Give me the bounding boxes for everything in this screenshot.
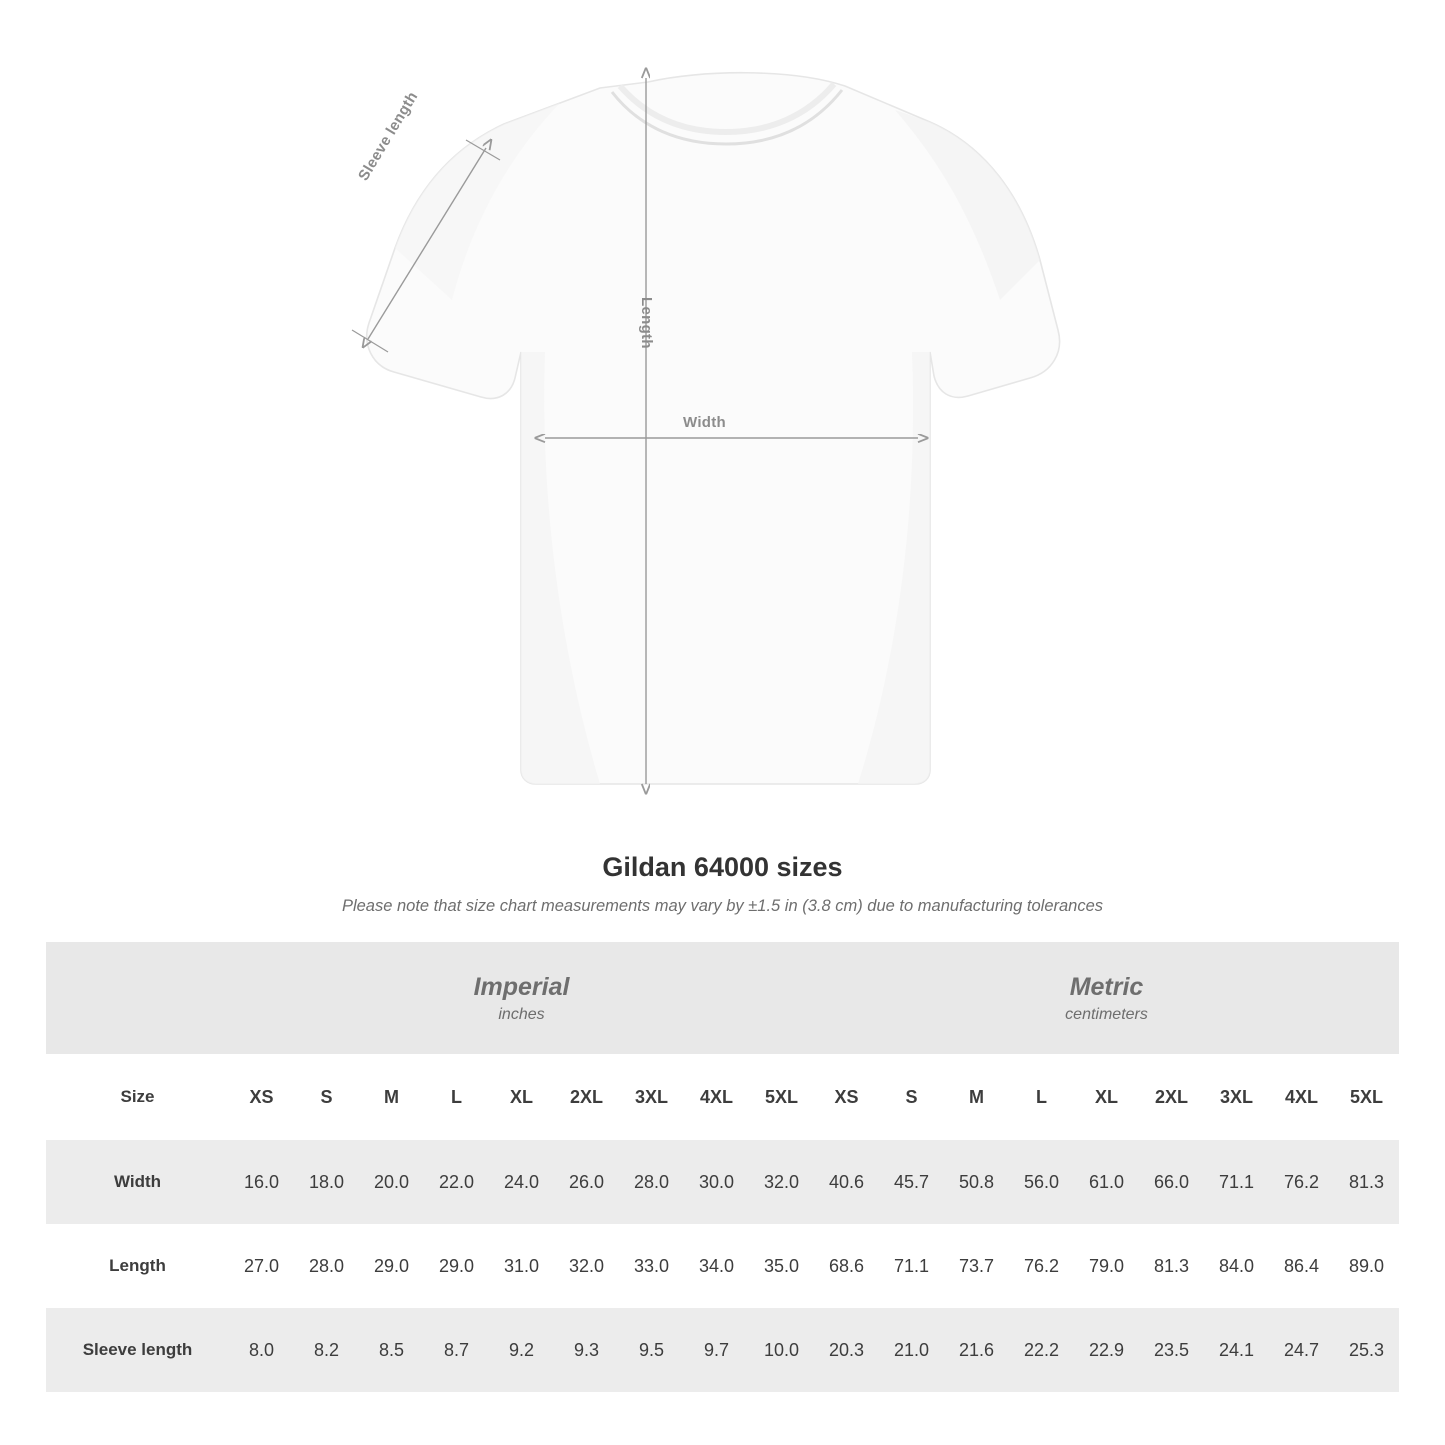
table-row: [46, 1308, 1399, 1392]
size-header-row: [46, 1054, 1399, 1140]
sleeve-length-label: Sleeve length: [355, 88, 422, 184]
cell-width: 81.3: [1334, 1140, 1399, 1224]
cell-length: 71.1: [879, 1224, 944, 1308]
cell-length: 79.0: [1074, 1224, 1139, 1308]
cell-length: 32.0: [554, 1224, 619, 1308]
row-label-width: Width: [46, 1140, 229, 1224]
unit-header-spacer: [46, 942, 229, 1054]
cell-length: 89.0: [1334, 1224, 1399, 1308]
cell-sleeve: 9.7: [684, 1308, 749, 1392]
cell-length: 86.4: [1269, 1224, 1334, 1308]
size-col-header: 4XL: [684, 1054, 749, 1140]
cell-length: 31.0: [489, 1224, 554, 1308]
cell-width: 18.0: [294, 1140, 359, 1224]
cell-sleeve: 8.5: [359, 1308, 424, 1392]
cell-length: 27.0: [229, 1224, 294, 1308]
size-col-header: S: [879, 1054, 944, 1140]
measurement-note: Please note that size chart measurements may vary by ±1.5 in (3.8 cm) due to manufacturing tolerances: [341, 897, 1104, 915]
row-header-size: Size: [46, 1054, 229, 1140]
cell-width: 16.0: [229, 1140, 294, 1224]
cell-sleeve: 9.3: [554, 1308, 619, 1392]
size-col-header: L: [1009, 1054, 1074, 1140]
cell-sleeve: 9.5: [619, 1308, 684, 1392]
size-col-header: 5XL: [1334, 1054, 1399, 1140]
cell-width: 50.8: [944, 1140, 1009, 1224]
cell-width: 56.0: [1009, 1140, 1074, 1224]
cell-sleeve: 20.3: [814, 1308, 879, 1392]
size-col-header: XL: [1074, 1054, 1139, 1140]
size-col-header: 3XL: [619, 1054, 684, 1140]
size-col-header: 5XL: [749, 1054, 814, 1140]
size-col-header: XS: [229, 1054, 294, 1140]
length-label: Length: [638, 297, 655, 349]
cell-width: 24.0: [489, 1140, 554, 1224]
size-col-header: S: [294, 1054, 359, 1140]
cell-length: 34.0: [684, 1224, 749, 1308]
size-col-header: XL: [489, 1054, 554, 1140]
unit-name-metric: Metric: [1069, 972, 1144, 1001]
unit-header-row: [46, 942, 1399, 1054]
table-row: [46, 1140, 1399, 1224]
unit-header-metric: [814, 942, 1399, 1054]
size-col-header: 2XL: [1139, 1054, 1204, 1140]
cell-width: 30.0: [684, 1140, 749, 1224]
width-label: Width: [683, 414, 727, 431]
cell-length: 84.0: [1204, 1224, 1269, 1308]
cell-length: 28.0: [294, 1224, 359, 1308]
cell-width: 20.0: [359, 1140, 424, 1224]
cell-width: 26.0: [554, 1140, 619, 1224]
cell-sleeve: 9.2: [489, 1308, 554, 1392]
cell-sleeve: 23.5: [1139, 1308, 1204, 1392]
cell-width: 61.0: [1074, 1140, 1139, 1224]
cell-sleeve: 24.1: [1204, 1308, 1269, 1392]
cell-sleeve: 10.0: [749, 1308, 814, 1392]
unit-sub-metric: centimeters: [1065, 1006, 1148, 1024]
cell-sleeve: 21.6: [944, 1308, 1009, 1392]
cell-sleeve: 21.0: [879, 1308, 944, 1392]
size-col-header: XS: [814, 1054, 879, 1140]
cell-width: 66.0: [1139, 1140, 1204, 1224]
cell-sleeve: 24.7: [1269, 1308, 1334, 1392]
cell-width: 40.6: [814, 1140, 879, 1224]
cell-length: 68.6: [814, 1224, 879, 1308]
cell-sleeve: 8.0: [229, 1308, 294, 1392]
table-row: [46, 1224, 1399, 1308]
cell-length: 81.3: [1139, 1224, 1204, 1308]
unit-name-imperial: Imperial: [473, 972, 570, 1001]
page-title: Gildan 64000 sizes: [602, 852, 843, 882]
row-label-sleeve-length: Sleeve length: [46, 1308, 229, 1392]
row-label-length: Length: [46, 1224, 229, 1308]
cell-width: 28.0: [619, 1140, 684, 1224]
cell-length: 73.7: [944, 1224, 1009, 1308]
cell-length: 33.0: [619, 1224, 684, 1308]
unit-sub-imperial: inches: [498, 1006, 545, 1024]
cell-sleeve: 8.2: [294, 1308, 359, 1392]
cell-sleeve: 22.9: [1074, 1308, 1139, 1392]
size-col-header: 4XL: [1269, 1054, 1334, 1140]
unit-header-imperial: [229, 942, 814, 1054]
cell-length: 76.2: [1009, 1224, 1074, 1308]
cell-width: 22.0: [424, 1140, 489, 1224]
cell-length: 29.0: [359, 1224, 424, 1308]
cell-sleeve: 8.7: [424, 1308, 489, 1392]
size-table: [46, 942, 1399, 1392]
size-col-header: L: [424, 1054, 489, 1140]
cell-sleeve: 22.2: [1009, 1308, 1074, 1392]
cell-width: 32.0: [749, 1140, 814, 1224]
cell-length: 35.0: [749, 1224, 814, 1308]
cell-width: 76.2: [1269, 1140, 1334, 1224]
size-table-wrap: [46, 942, 1399, 1392]
size-col-header: 3XL: [1204, 1054, 1269, 1140]
cell-sleeve: 25.3: [1334, 1308, 1399, 1392]
size-col-header: M: [359, 1054, 424, 1140]
cell-width: 45.7: [879, 1140, 944, 1224]
cell-width: 71.1: [1204, 1140, 1269, 1224]
title-block: [0, 852, 1445, 916]
size-col-header: 2XL: [554, 1054, 619, 1140]
size-col-header: M: [944, 1054, 1009, 1140]
cell-length: 29.0: [424, 1224, 489, 1308]
